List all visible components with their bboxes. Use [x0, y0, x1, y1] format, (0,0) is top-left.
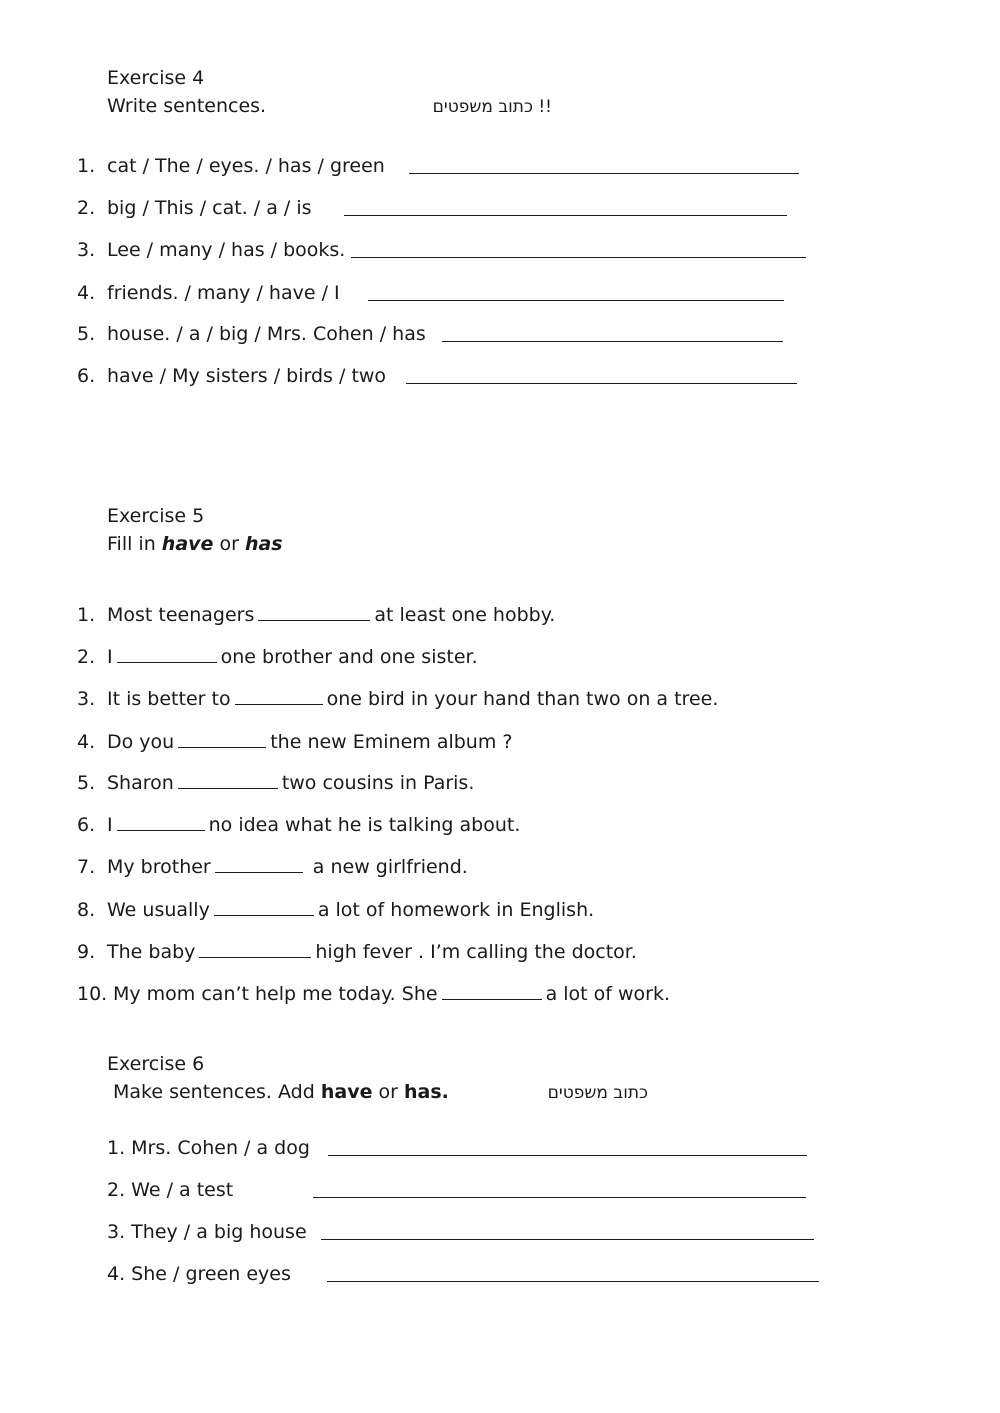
fill-blank[interactable] [117, 644, 217, 663]
item-prompt: 1. Mrs. Cohen / a dog [107, 1137, 310, 1159]
exercise-4-item [0, 195, 1000, 221]
exercise-6-item [0, 1219, 1000, 1245]
item-after: a lot of homework in English. [317, 899, 595, 921]
item-before: I [107, 814, 113, 836]
item-before: My brother [107, 856, 211, 878]
item-before: I [107, 646, 113, 668]
keyword-has: has [244, 533, 283, 555]
item-number: 4. [77, 282, 96, 304]
answer-line[interactable] [442, 341, 783, 342]
exercise-5-item [77, 854, 468, 880]
item-prompt: house. / a / big / Mrs. Cohen / has [107, 323, 426, 345]
item-after: the new Eminem album ? [270, 731, 513, 753]
fill-blank[interactable] [117, 812, 205, 831]
exercise-6-item [0, 1177, 1000, 1203]
item-after: two cousins in Paris. [281, 772, 475, 794]
fill-blank[interactable] [258, 602, 370, 621]
answer-line[interactable] [327, 1281, 819, 1282]
instruction-text: Fill in [107, 533, 162, 555]
item-number: 9. [77, 941, 96, 963]
item-number: 6. [77, 814, 96, 836]
exercise-6-item [0, 1261, 1000, 1287]
item-prompt: friends. / many / have / I [107, 282, 340, 304]
fill-blank[interactable] [235, 686, 323, 705]
item-number: 4. [77, 731, 96, 753]
item-number: 5. [77, 772, 96, 794]
item-number: 2. [77, 197, 96, 219]
keyword-have: have [320, 1081, 373, 1103]
exercise-5-item [77, 686, 718, 712]
answer-line[interactable] [351, 257, 806, 258]
instruction-text: Make sentences. Add [113, 1081, 321, 1103]
item-number: 2. [77, 646, 96, 668]
item-before: It is better to [107, 688, 231, 710]
exercise-6-item [0, 1135, 1000, 1161]
exercise-4-item [0, 237, 1000, 263]
item-number: 5. [77, 323, 96, 345]
answer-line[interactable] [321, 1239, 814, 1240]
item-before: Do you [107, 731, 175, 753]
exercise-5-item [77, 981, 670, 1007]
exercise-4-item [0, 153, 1000, 179]
exercise-5-item [77, 644, 478, 670]
item-before: Most teenagers [107, 604, 255, 626]
item-before: My mom can’t help me today. She [113, 983, 438, 1005]
keyword-has: has. [403, 1081, 449, 1103]
exercise-6-title: Exercise 6 [107, 1053, 205, 1075]
item-number: 1. [77, 604, 96, 626]
answer-line[interactable] [368, 300, 784, 301]
exercise-4-instruction: Write sentences. [107, 95, 267, 117]
fill-blank[interactable] [214, 897, 314, 916]
item-before: The baby [107, 941, 196, 963]
exercise-5-item [77, 939, 637, 965]
keyword-have: have [161, 533, 214, 555]
exercise-6-hebrew-note: כתוב משפטים [547, 1083, 648, 1103]
exercise-5-item [77, 812, 520, 838]
exercise-5-item [77, 897, 594, 923]
item-number: 10. [77, 983, 108, 1005]
item-number: 3. [77, 688, 96, 710]
exercise-5-item [77, 729, 512, 755]
answer-line[interactable] [313, 1197, 806, 1198]
item-number: 6. [77, 365, 96, 387]
fill-blank[interactable] [178, 729, 266, 748]
item-after: at least one hobby. [374, 604, 556, 626]
item-prompt: 4. She / green eyes [107, 1263, 291, 1285]
item-before: We usually [107, 899, 210, 921]
item-after: one bird in your hand than two on a tree. [326, 688, 719, 710]
item-before: Sharon [107, 772, 174, 794]
exercise-4-item [0, 363, 1000, 389]
exercise-6-instruction [113, 1080, 449, 1104]
fill-blank[interactable] [215, 854, 303, 873]
item-prompt: have / My sisters / birds / two [107, 365, 387, 387]
item-number: 1. [77, 155, 96, 177]
exercise-5-title: Exercise 5 [107, 505, 205, 527]
item-prompt: big / This / cat. / a / is [107, 197, 312, 219]
exercise-5-instruction [107, 532, 283, 556]
answer-line[interactable] [406, 383, 797, 384]
answer-line[interactable] [344, 215, 787, 216]
item-prompt: Lee / many / has / books. [107, 239, 346, 261]
item-prompt: 2. We / a test [107, 1179, 234, 1201]
exercise-4-item [0, 280, 1000, 306]
item-prompt: 3. They / a big house [107, 1221, 307, 1243]
item-after: high fever . I’m calling the doctor. [315, 941, 637, 963]
fill-blank[interactable] [199, 939, 311, 958]
item-prompt: cat / The / eyes. / has / green [107, 155, 385, 177]
item-after: one brother and one sister. [220, 646, 478, 668]
exercise-4-title: Exercise 4 [107, 67, 205, 89]
answer-line[interactable] [409, 173, 799, 174]
instruction-or: or [213, 533, 245, 555]
exercise-5-item [77, 602, 555, 628]
fill-blank[interactable] [178, 770, 278, 789]
exercise-4-item [0, 321, 1000, 347]
instruction-or: or [372, 1081, 404, 1103]
exercise-5-item [77, 770, 474, 796]
item-after: no idea what he is talking about. [208, 814, 521, 836]
item-number: 7. [77, 856, 96, 878]
item-number: 8. [77, 899, 96, 921]
item-number: 3. [77, 239, 96, 261]
exercise-4-hebrew-note: !! כתוב משפטים [432, 97, 552, 117]
item-after: a lot of work. [545, 983, 671, 1005]
fill-blank[interactable] [442, 981, 542, 1000]
item-after: a new girlfriend. [306, 856, 468, 878]
answer-line[interactable] [328, 1155, 807, 1156]
